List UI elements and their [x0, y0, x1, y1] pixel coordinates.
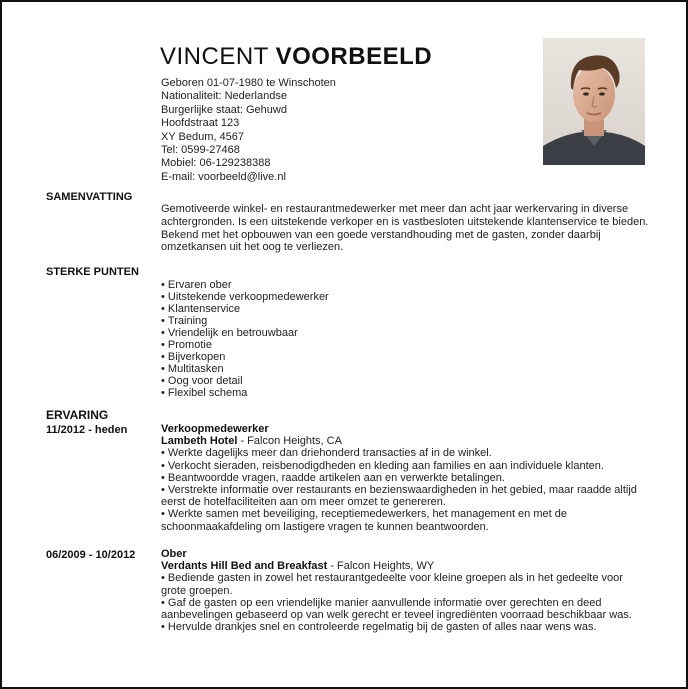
candidate-name — [160, 42, 432, 72]
job-entry — [161, 423, 651, 533]
nationality-line: Nationaliteit: Nederlandse — [161, 90, 287, 103]
job-employer-line — [161, 435, 651, 447]
job-duties — [161, 572, 651, 633]
list-item: • Flexibel schema — [161, 387, 651, 399]
list-item: • Bijverkopen — [161, 351, 651, 363]
marital-status-line: Burgerlijke staat: Gehuwd — [161, 103, 287, 116]
job-dates: 06/2009 - 10/2012 — [46, 549, 136, 561]
list-item: • Verstrekte informatie over restaurants en bezienswaardigheden in het gebied, maar raadde altijd eerst de hotelfaciliteiten aan om meer omzet te genereren. — [161, 484, 651, 508]
strengths-heading: STERKE PUNTEN — [46, 266, 139, 278]
list-item: • Hervulde drankjes snel en controleerde regelmatig bij de gasten of alles naar wens was. — [161, 621, 651, 633]
list-item: • Verkocht sieraden, reisbenodigdheden en kleding aan families en aan individuele klanten. — [161, 460, 651, 472]
first-name: VINCENT — [160, 43, 269, 70]
last-name: VOORBEELD — [275, 43, 433, 70]
job-dates: 11/2012 - heden — [46, 424, 128, 436]
contact-block — [161, 77, 336, 184]
mobile-line: Mobiel: 06-129238388 — [161, 157, 271, 170]
list-item: • Uitstekende verkoopmedewerker — [161, 291, 651, 303]
list-item: • Training — [161, 315, 651, 327]
job-location: - Falcon Heights, WY — [327, 560, 435, 573]
list-item: • Ervaren ober — [161, 279, 651, 291]
list-item: • Promotie — [161, 339, 651, 351]
job-employer-line — [161, 560, 651, 572]
email-line: E-mail: voorbeeld@live.nl — [161, 170, 286, 183]
summary-heading: SAMENVATTING — [46, 191, 133, 203]
city-line: XY Bedum, 4567 — [161, 130, 244, 143]
job-entry — [161, 548, 651, 633]
list-item: • Bediende gasten in zowel het restaurantgedeelte voor kleine groepen als in het gedeelte voor grote groepen. — [161, 572, 651, 596]
employer-name: Lambeth Hotel — [161, 435, 238, 448]
summary-text: Gemotiveerde winkel- en restaurantmedewerker met meer dan acht jaar werkervaring in diverse achtergronden. Is een uitstekende verkoper en is vastbesloten uitstekende klantenservice te bieden. Bekend met het opbouwen van een goede verstandhouding met de gasten, zonder daarbij omzetkansen uit het oog te verliezen. — [161, 203, 649, 254]
profile-photo — [543, 38, 645, 165]
list-item: • Vriendelijk en betrouwbaar — [161, 327, 651, 339]
experience-heading: ERVARING — [46, 408, 109, 422]
list-item: • Oog voor detail — [161, 375, 651, 387]
list-item: • Werkte samen met beveiliging, receptiemedewerkers, het management en met de schoonmaakafdeling om lastigere vragen te kunnen beantwoorden. — [161, 508, 651, 532]
job-duties — [161, 447, 651, 532]
employer-name: Verdants Hill Bed and Breakfast — [161, 560, 328, 573]
job-title: Ober — [161, 548, 187, 560]
list-item: • Klantenservice — [161, 303, 651, 315]
job-title: Verkoopmedewerker — [161, 423, 269, 435]
list-item: • Beantwoordde vragen, raadde artikelen aan en verwerkte betalingen. — [161, 472, 651, 484]
job-location: - Falcon Heights, CA — [237, 435, 342, 448]
list-item: • Gaf de gasten op een vriendelijke manier aanvullende informatie over gerechten en deed aanbevelingen gebaseerd op van welk gerecht er teveel ingrediënten voorraad beschikbaar was. — [161, 597, 651, 621]
list-item: • Werkte dagelijks meer dan driehonderd transacties af in de winkel. — [161, 447, 651, 459]
list-item: • Multitasken — [161, 363, 651, 375]
birth-line: Geboren 01-07-1980 te Winschoten — [161, 77, 336, 89]
phone-line: Tel: 0599-27468 — [161, 144, 240, 157]
street-line: Hoofdstraat 123 — [161, 117, 240, 130]
strengths-list — [161, 279, 651, 399]
